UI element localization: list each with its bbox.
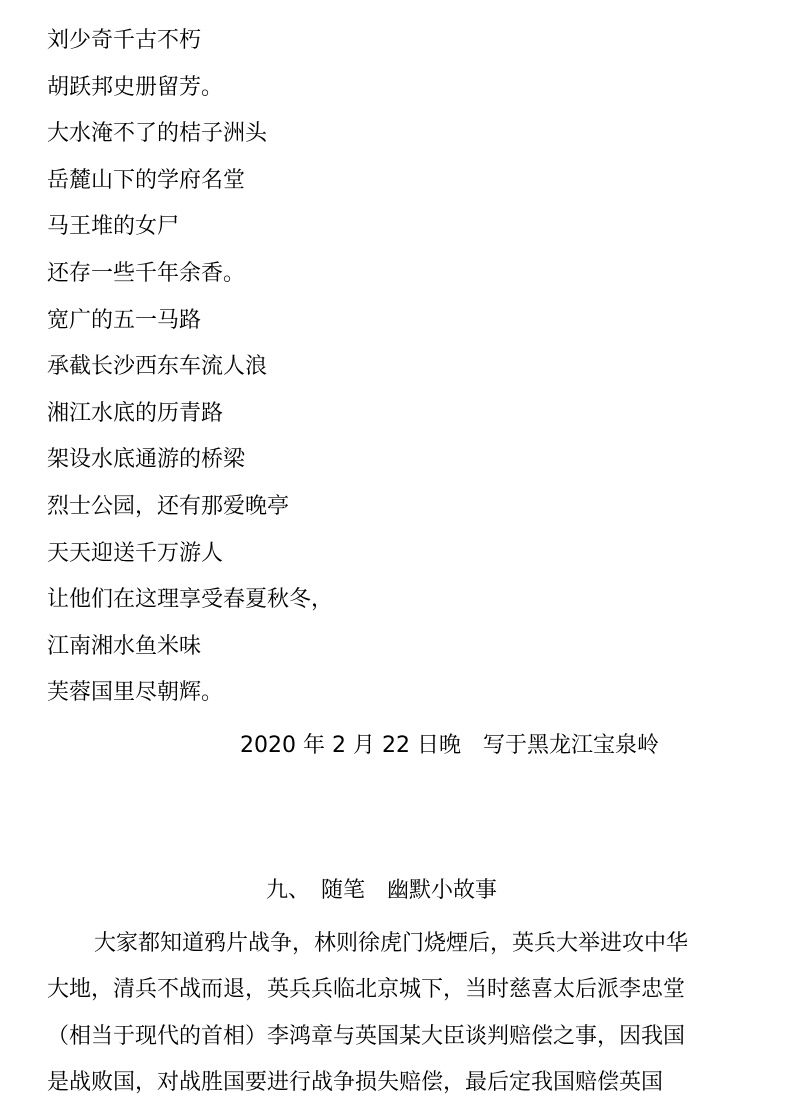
paragraph-line: （相当于现代的首相）李鸿章与英国某大臣谈判赔偿之事，因我国: [47, 1024, 686, 1049]
poem-line: 大水淹不了的桔子洲头: [47, 121, 268, 146]
poem-line: 胡跃邦史册留芳。: [47, 75, 224, 100]
poem-line: 马王堆的女尸: [47, 214, 180, 239]
poem-line: 让他们在这理享受春夏秋冬，: [47, 587, 334, 612]
poem-line: 岳麓山下的学府名堂: [47, 168, 246, 193]
poem-line: 刘少奇千古不朽: [47, 28, 202, 53]
paragraph-line: 大家都知道鸦片战争，林则徐虎门烧煙后，英兵大举进攻中华: [94, 931, 689, 956]
poem-line: 江南湘水鱼米味: [47, 634, 202, 659]
poem-line: 湘江水底的历青路: [47, 401, 224, 426]
poem-line: 烈士公园，还有那爱晚亭: [47, 494, 290, 519]
paragraph-line: 大地，清兵不战而退，英兵兵临北京城下，当时慈喜太后派李忠堂: [47, 977, 686, 1002]
poem-line: 架设水底通游的桥梁: [47, 447, 246, 472]
poem-signature: 2020 年 2 月 22 日晚 写于黑龙江宝泉岭: [240, 733, 659, 758]
section-title: 九、 随笔 幽默小故事: [266, 878, 498, 903]
poem-line: 还存一些千年余香。: [47, 261, 246, 286]
poem-line: 芙蓉国里尽朝辉。: [47, 680, 224, 705]
poem-line: 天天迎送千万游人: [47, 541, 224, 566]
paragraph-line: 是战败国，对战胜国要进行战争损失赔偿，最后定我国赔偿英国: [47, 1070, 664, 1095]
poem-line: 宽广的五一马路: [47, 308, 202, 333]
poem-line: 承截长沙西东车流人浪: [47, 354, 268, 379]
